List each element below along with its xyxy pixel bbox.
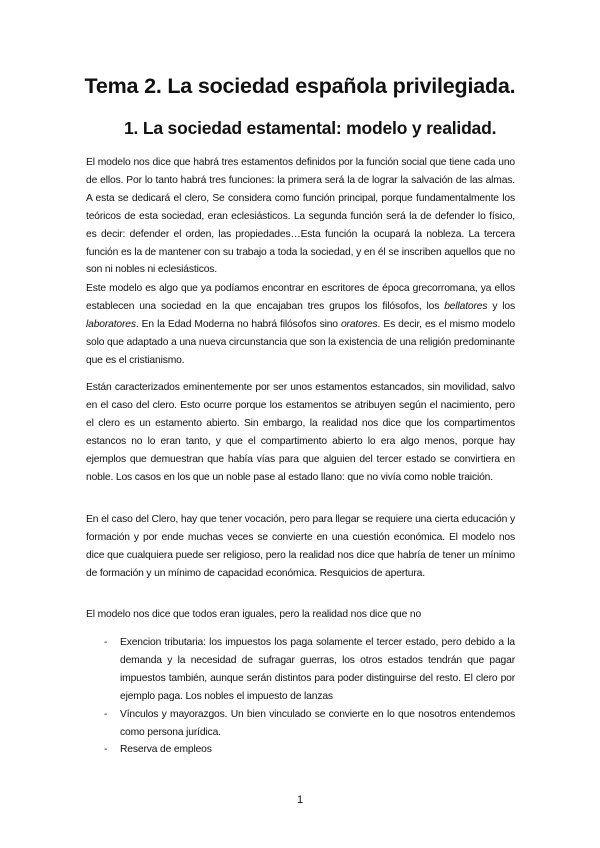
text-run: Este modelo es algo que ya podíamos encontrar en escritores de época grecorromana, ya ellos establecen una sociedad en la que encajaban tres grupos los filósofos, los [86, 283, 515, 312]
bullet-marker: - [104, 744, 108, 756]
paragraph [86, 606, 515, 624]
paragraph [86, 154, 515, 279]
bullet-marker: - [104, 708, 108, 720]
text-run: El modelo nos dice que habrá tres estamentos definidos por la función social que tiene cada uno de ellos. Por lo tanto habrá tres funciones: la primera será la de lograr la salvación de las almas. A esta se dedicará el clero, Se considera como función principal, porque fundamentalmente los teóricos de esta sociedad, eran eclesiásticos. La segunda función será la de defender lo físico, es decir: defender el orden, las propiedades…Esta función la ocupará la nobleza. La tercera función es la de mantener con su trabajo a toda la sociedad, y en él se inscriben aquellos que no son ni nobles ni eclesiásticos. [86, 157, 515, 276]
text-run: y los [487, 300, 515, 312]
text-run: El modelo nos dice que todos eran iguales, pero la realidad nos dice que no [86, 609, 422, 620]
text-run: . Es decir, es el mismo modelo solo que adaptado a una nueva circunstancia que son la existencia de una religión predominante que es el cristianismo. [86, 318, 515, 366]
list-item [86, 706, 515, 742]
text-run: Están caracterizados eminentemente por ser unos estamentos estancados, sin movilidad, salvo en el caso del clero. Esto ocurre porque los estamentos se atribuyen según el nacimiento, pero el clero es un estamento abierto. Sin embargo, la realidad nos dice que los compartimentos estancos no lo eran tanto, y que el compartimento abierto lo era algo menos, porque hay ejemplos que demuestran que había vías para que alguien del tercer estado se convirtiera en noble. Los casos en los que un noble pase al estado llano: que no vivía como noble traición. [86, 382, 515, 483]
italic-term: bellatores [444, 300, 488, 312]
list-item-text: Exencion tributaria: los impuestos los paga solamente el tercer estado, pero debido a la demanda y la necesidad de sufragar guerras, los otros estados tendrán que pagar impuestos también, aunque serán distintos para poder distinguirse del resto. El clero por ejemplo paga. Los nobles el impuesto de lanzas [120, 637, 515, 702]
italic-term: oratores [340, 318, 378, 330]
italic-term: laboratores [86, 318, 136, 330]
list-item [86, 741, 515, 759]
list-item-text: Vínculos y mayorazgos. Un bien vinculado se convierte en lo que nosotros entendemos como persona jurídica. [120, 708, 515, 738]
page-title: Tema 2. La sociedad española privilegiada. [84, 74, 516, 98]
bullet-list [86, 634, 515, 759]
bullet-marker: - [104, 637, 108, 648]
section-heading: 1. La sociedad estamental: modelo y realidad. [124, 118, 497, 138]
paragraph [86, 511, 515, 583]
text-run: En el caso del Clero, hay que tener vocación, pero para llegar se requiere una cierta educación y formación y por ende muchas veces se convierte en una cuestión económica. El modelo nos dice que cualquiera puede ser religioso, pero la realidad nos dice que habría de tener un mínimo de formación y un mínimo de capacidad económica. Resquicios de apertura. [86, 514, 515, 579]
list-item-text: Reserva de empleos [120, 744, 212, 756]
page-number: 1 [296, 794, 304, 806]
list-item [86, 634, 515, 706]
paragraph [86, 280, 515, 370]
text-run: . En la Edad Moderna no habrá filósofos sino [135, 318, 341, 330]
paragraph [86, 379, 515, 486]
